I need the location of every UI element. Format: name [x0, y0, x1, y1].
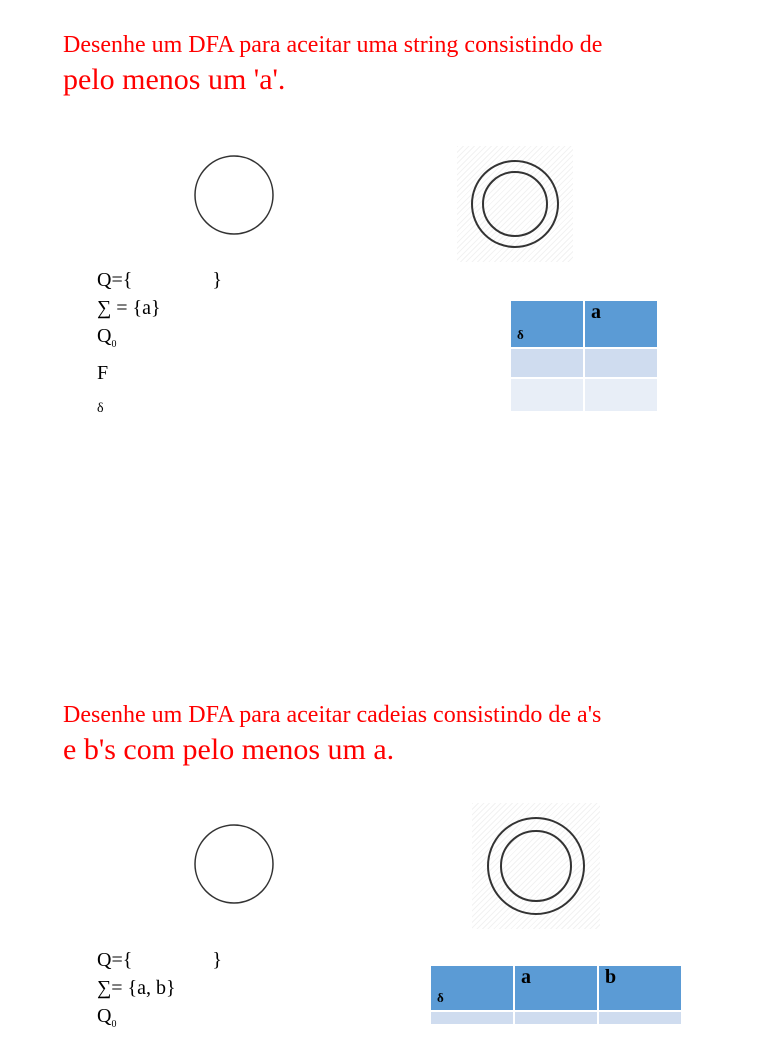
problem2-title-line1: Desenhe um DFA para aceitar cadeias consistindo de a's: [63, 702, 602, 728]
problem2-title: [63, 700, 601, 770]
table-header-b: b: [598, 965, 682, 1011]
table-header-row: [510, 300, 658, 348]
table-header-delta: δ: [430, 965, 514, 1011]
table-row: [510, 348, 658, 378]
problem1-q-set: Q={ }: [97, 269, 222, 291]
problem1-sigma: ∑ = {a}: [97, 297, 161, 319]
problem2-state-circle: [190, 820, 278, 908]
problem1-q0: [97, 322, 222, 359]
problem2-sigma: ∑= {a, b}: [97, 977, 176, 999]
problem2-q-set: Q={ }: [97, 949, 222, 971]
problem1-definitions: [97, 266, 222, 423]
table-cell: [584, 348, 658, 378]
table-header-delta: δ: [510, 300, 584, 348]
problem1-title-line2: pelo menos um 'a'.: [63, 63, 286, 96]
table-header-a: a: [584, 300, 658, 348]
table-cell: [584, 378, 658, 412]
problem2-q0: [97, 1002, 222, 1039]
problem1-q0-label: Q: [97, 325, 112, 347]
problem2-q0-label: Q: [97, 1005, 112, 1027]
problem1-delta: δ: [97, 401, 104, 416]
problem2-accept-state-circle: [472, 803, 600, 929]
problem1-transition-table: [509, 299, 659, 413]
table-cell: [514, 1011, 598, 1025]
table-row: [430, 1011, 682, 1025]
problem1-f: F: [97, 362, 109, 384]
table-cell: [510, 378, 584, 412]
table-cell: [430, 1011, 514, 1025]
table-cell: [510, 348, 584, 378]
problem1-accept-state-circle: [457, 146, 573, 262]
problem1-title: [63, 30, 602, 100]
table-cell: [598, 1011, 682, 1025]
problem2-title-line2: e b's com pelo menos um a.: [63, 733, 395, 766]
table-row: [510, 378, 658, 412]
table-header-a: a: [514, 965, 598, 1011]
problem1-title-line1: Desenhe um DFA para aceitar uma string consistindo de: [63, 32, 603, 58]
problem2-transition-table: [429, 964, 683, 1026]
problem1-q0-sub: 0: [111, 339, 117, 350]
problem2-q0-sub: 0: [111, 1019, 117, 1030]
table-header-row: [430, 965, 682, 1011]
problem2-definitions: [97, 946, 222, 1039]
problem1-state-circle: [190, 151, 278, 239]
